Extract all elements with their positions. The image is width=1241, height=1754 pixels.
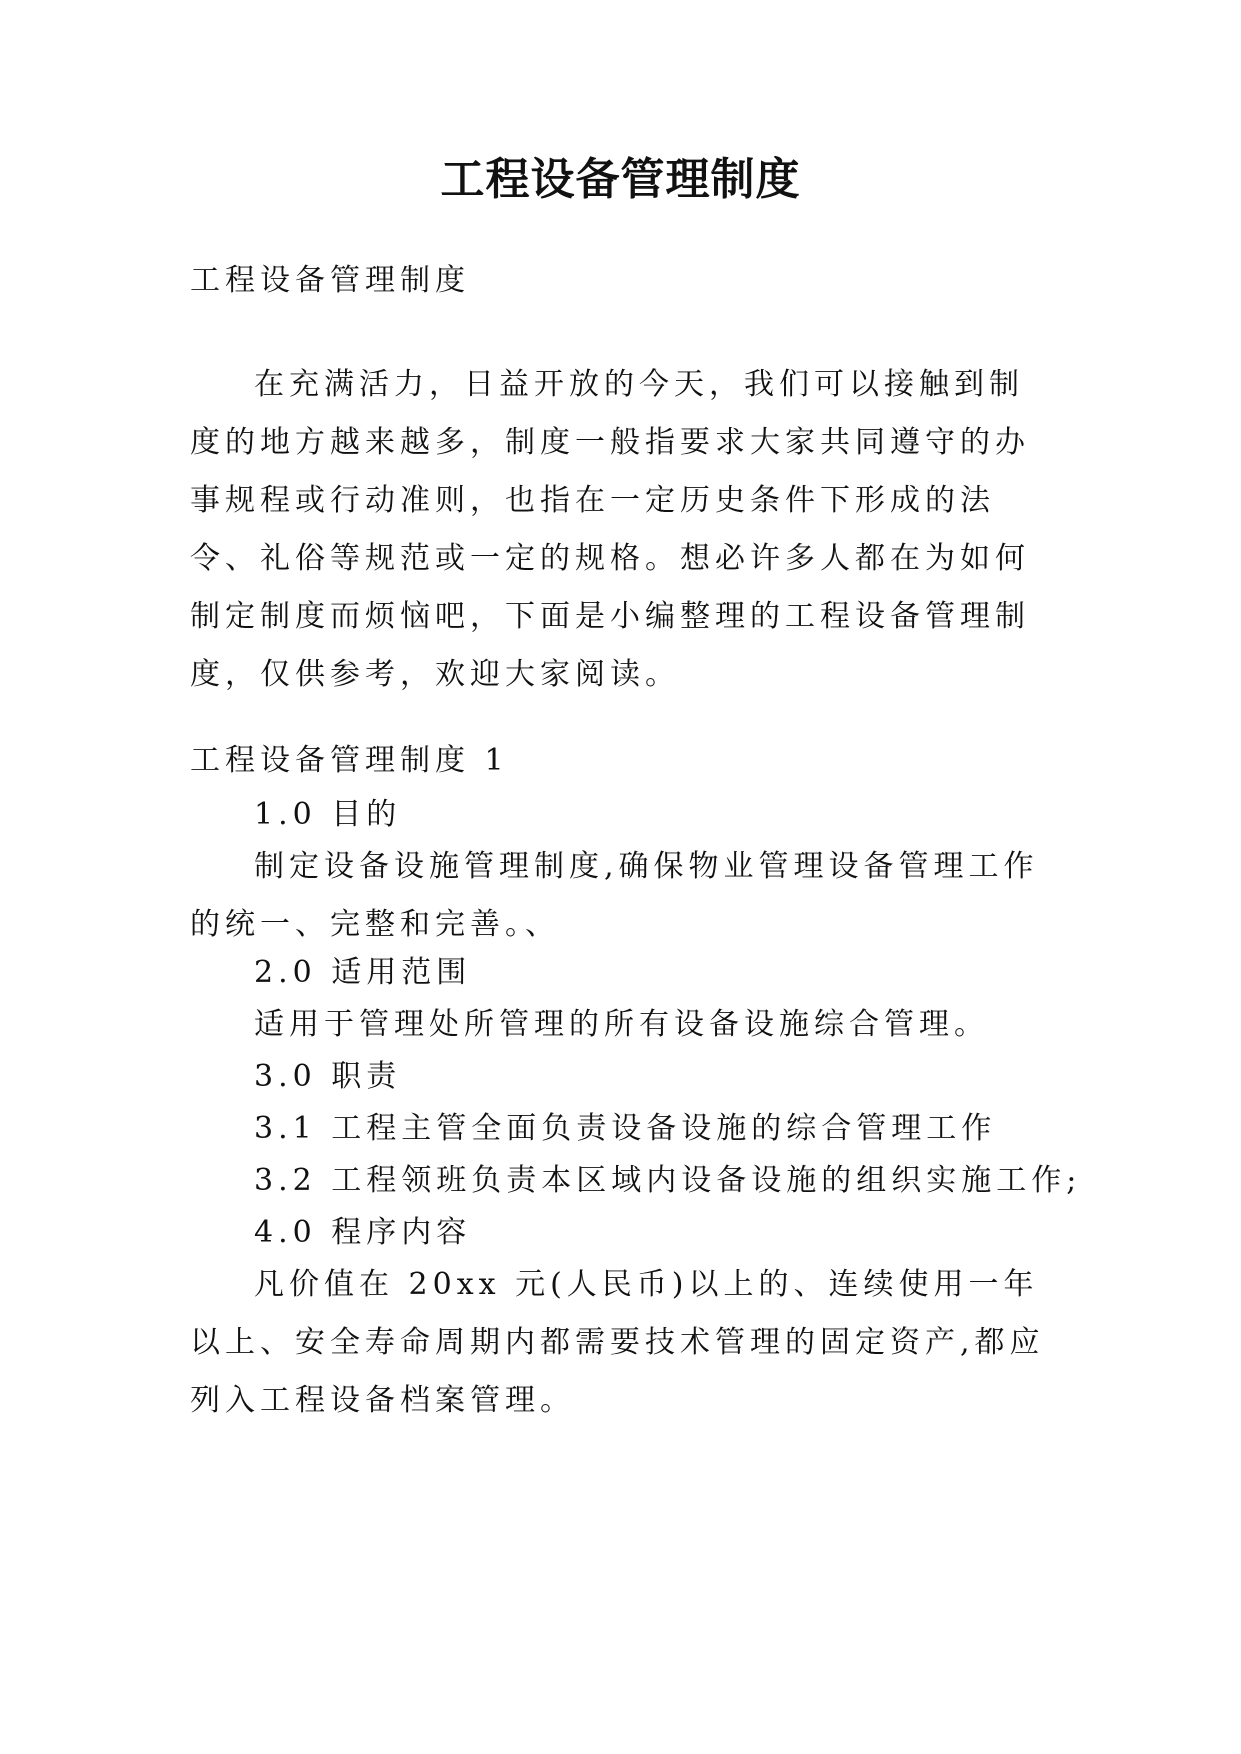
scope-heading: 2.0 适用范围 [254,955,472,990]
purpose-paragraph: 制定设备设施管理制度,确保物业管理设备管理工作的统一、完整和完善。、 [190,849,1039,942]
section-title: 工程设备管理制度 1 [190,743,509,778]
duty-item-1: 3.1 工程主管全面负责设备设施的综合管理工作 [254,1111,997,1146]
purpose-heading: 1.0 目的 [254,797,402,832]
procedure-heading: 4.0 程序内容 [254,1215,472,1250]
procedure-paragraph: 凡价值在 20xx 元(人民币)以上的、连续使用一年以上、安全寿命周期内都需要技术管理的固定资产,都应列入工程设备档案管理。 [190,1267,1045,1418]
document-title: 工程设备管理制度 [440,154,801,205]
scope-paragraph: 适用于管理处所管理的所有设备设施综合管理。 [254,1007,989,1042]
intro-paragraph: 在充满活力，日益开放的今天，我们可以接触到制度的地方越来越多，制度一般指要求大家共同遵守的办事规程或行动准则，也指在一定历史条件下形成的法令、礼俗等规范或一定的规格。想必许多人都在为如何制定制度而烦恼吧，下面是小编整理的工程设备管理制度，仅供参考，欢迎大家阅读。 [190,367,1030,692]
document-subtitle: 工程设备管理制度 [190,263,470,298]
duty-item-2: 3.2 工程领班负责本区域内设备设施的组织实施工作; [254,1163,1082,1198]
duty-heading: 3.0 职责 [254,1059,402,1094]
